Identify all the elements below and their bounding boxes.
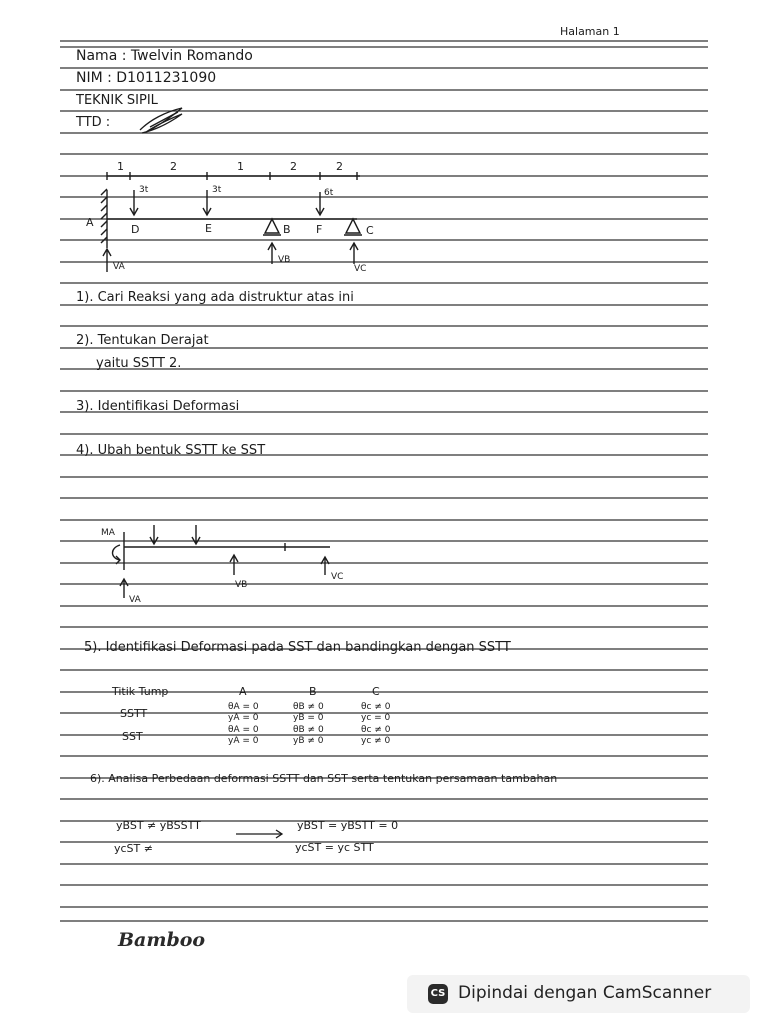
equation-line-2-left: ycST ≠ <box>114 842 153 855</box>
equation-line-1-right: yBST = yBSTT = 0 <box>297 819 399 832</box>
table-cell: θB ≠ 0 <box>293 725 324 735</box>
table-cell: θA = 0 <box>228 702 259 712</box>
table-cell: yA = 0 <box>228 736 259 746</box>
question-2: 2). Tentukan Derajat <box>76 333 209 348</box>
page-number: Halaman 1 <box>560 25 620 38</box>
camscanner-logo-icon: CS <box>428 984 448 1004</box>
span-label: 2 <box>170 160 177 173</box>
question-2-answer: yaitu SSTT 2. <box>96 356 182 371</box>
reaction-label: VB <box>278 255 291 265</box>
equation-line-1-left: yBST ≠ yBSSTT <box>116 819 201 832</box>
load-label: 3t <box>139 185 149 195</box>
equation-line-2-right: ycST = yc STT <box>295 841 374 854</box>
table-header: A <box>239 685 247 698</box>
load-label: 3t <box>212 185 222 195</box>
camscanner-text: Dipindai dengan CamScanner <box>458 983 712 1003</box>
reaction-label: VA <box>113 262 125 272</box>
reaction-label: VA <box>129 595 141 605</box>
table-cell: θc ≠ 0 <box>361 725 391 735</box>
table-header: C <box>372 685 380 698</box>
question-3: 3). Identifikasi Deformasi <box>76 399 240 414</box>
point-label: F <box>316 223 323 236</box>
span-label: 2 <box>336 160 343 173</box>
table-cell: yB = 0 <box>293 713 324 723</box>
student-name: Nama : Twelvin Romando <box>76 48 253 64</box>
table-header: B <box>309 685 317 698</box>
reaction-label: VB <box>235 580 248 590</box>
question-6: 6). Analisa Perbedaan deformasi SSTT dan SST serta tentukan persamaan tambahan <box>90 772 558 785</box>
span-label: 1 <box>117 160 124 173</box>
point-label: D <box>131 223 140 236</box>
reaction-label: VC <box>331 572 344 582</box>
table-row-label: SSTT <box>120 707 148 720</box>
table-cell: θc ≠ 0 <box>361 702 391 712</box>
question-4: 4). Ubah bentuk SSTT ke SST <box>76 443 266 458</box>
notebook-brand: Bamboo <box>118 929 206 951</box>
load-label: 6t <box>324 188 334 198</box>
question-1: 1). Cari Reaksi yang ada distruktur atas ini <box>76 290 354 305</box>
span-label: 1 <box>237 160 244 173</box>
point-label: E <box>205 222 212 235</box>
table-cell: yB ≠ 0 <box>293 736 324 746</box>
point-label: C <box>366 224 374 237</box>
table-cell: θA = 0 <box>228 725 259 735</box>
point-label: A <box>86 216 94 229</box>
table-cell: yc = 0 <box>361 713 391 723</box>
moment-label: MA <box>101 528 115 538</box>
table-cell: yc ≠ 0 <box>361 736 391 746</box>
table-cell: θB ≠ 0 <box>293 702 324 712</box>
table-row-label: SST <box>122 730 143 743</box>
question-5: 5). Identifikasi Deformasi pada SST dan bandingkan dengan SSTT <box>84 640 511 655</box>
table-header: Titik Tump <box>112 685 169 698</box>
table-cell: yA = 0 <box>228 713 259 723</box>
point-label: B <box>283 223 291 236</box>
camscanner-watermark <box>407 975 750 1013</box>
student-nim: NIM : D1011231090 <box>76 70 217 86</box>
span-label: 2 <box>290 160 297 173</box>
signature-label: TTD : <box>76 115 111 130</box>
reaction-label: VC <box>354 264 367 274</box>
study-program: TEKNIK SIPIL <box>76 93 158 108</box>
